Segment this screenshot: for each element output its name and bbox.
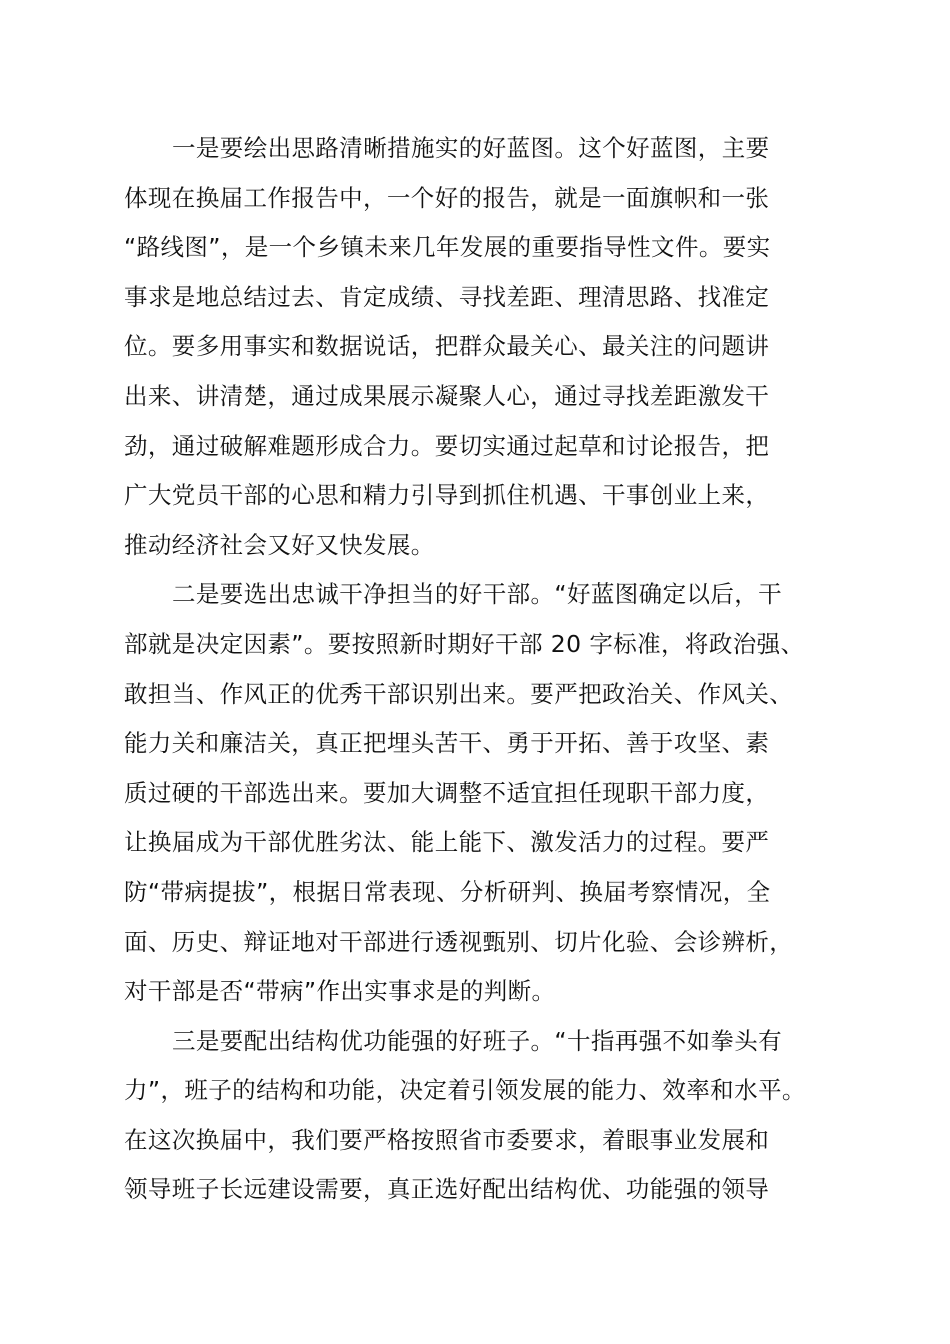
text-line: 对干部是否“带病”作出实事求是的判断。: [124, 977, 556, 1006]
text-line: 领导班子长远建设需要，真正选好配出结构优、功能强的领导: [124, 1175, 770, 1204]
paragraph-blueprint: [124, 124, 864, 570]
paragraph-cadres: [124, 570, 864, 1016]
text-line: 面、历史、辩证地对干部进行透视甄别、切片化验、会诊辨析，: [124, 927, 794, 956]
text-line: 敢担当、作风正的优秀干部识别出来。要严把政治关、作风关、: [124, 679, 794, 708]
text-line: 位。要多用事实和数据说话，把群众最关心、最关注的问题讲: [124, 332, 770, 361]
text-line: 体现在换届工作报告中，一个好的报告，就是一面旗帜和一张: [124, 183, 770, 212]
paragraph-team: [124, 1017, 864, 1215]
text-line: “路线图”，是一个乡镇未来几年发展的重要指导性文件。要实: [124, 233, 771, 262]
text-line: 力”，班子的结构和功能，决定着引领发展的能力、效率和水平。: [124, 1076, 806, 1105]
text-line: 广大党员干部的心思和精力引导到抓住机遇、干事创业上来，: [124, 481, 770, 510]
text-line: 能力关和廉洁关，真正把埋头苦干、勇于开拓、善于攻坚、素: [124, 729, 770, 758]
text-line: 二是要选出忠诚干净担当的好干部。“好蓝图确定以后，干: [172, 580, 783, 609]
text-line: 一是要绘出思路清晰措施实的好蓝图。这个好蓝图，主要: [172, 134, 770, 162]
text-line: 质过硬的干部选出来。要加大调整不适宜担任现职干部力度，: [124, 778, 770, 807]
text-line: 让换届成为干部优胜劣汰、能上能下、激发活力的过程。要严: [124, 828, 770, 857]
text-line: 推动经济社会又好又快发展。: [124, 530, 435, 559]
document-body: [124, 124, 864, 1215]
text-line: 三是要配出结构优功能强的好班子。“十指再强不如拳头有: [172, 1026, 783, 1055]
text-line: 防“带病提拔”，根据日常表现、分析研判、换届考察情况，全: [124, 877, 771, 906]
text-line: 出来、讲清楚，通过成果展示凝聚人心，通过寻找差距激发干: [124, 381, 770, 410]
text-line: 劲，通过破解难题形成合力。要切实通过起草和讨论报告，把: [124, 431, 770, 460]
text-line: 在这次换届中，我们要严格按照省市委要求，着眼事业发展和: [124, 1125, 770, 1154]
text-line: 事求是地总结过去、肯定成绩、寻找差距、理清思路、找准定: [124, 282, 770, 311]
text-line: 部就是决定因素”。要按照新时期好干部 20 字标准，将政治强、: [124, 629, 805, 658]
